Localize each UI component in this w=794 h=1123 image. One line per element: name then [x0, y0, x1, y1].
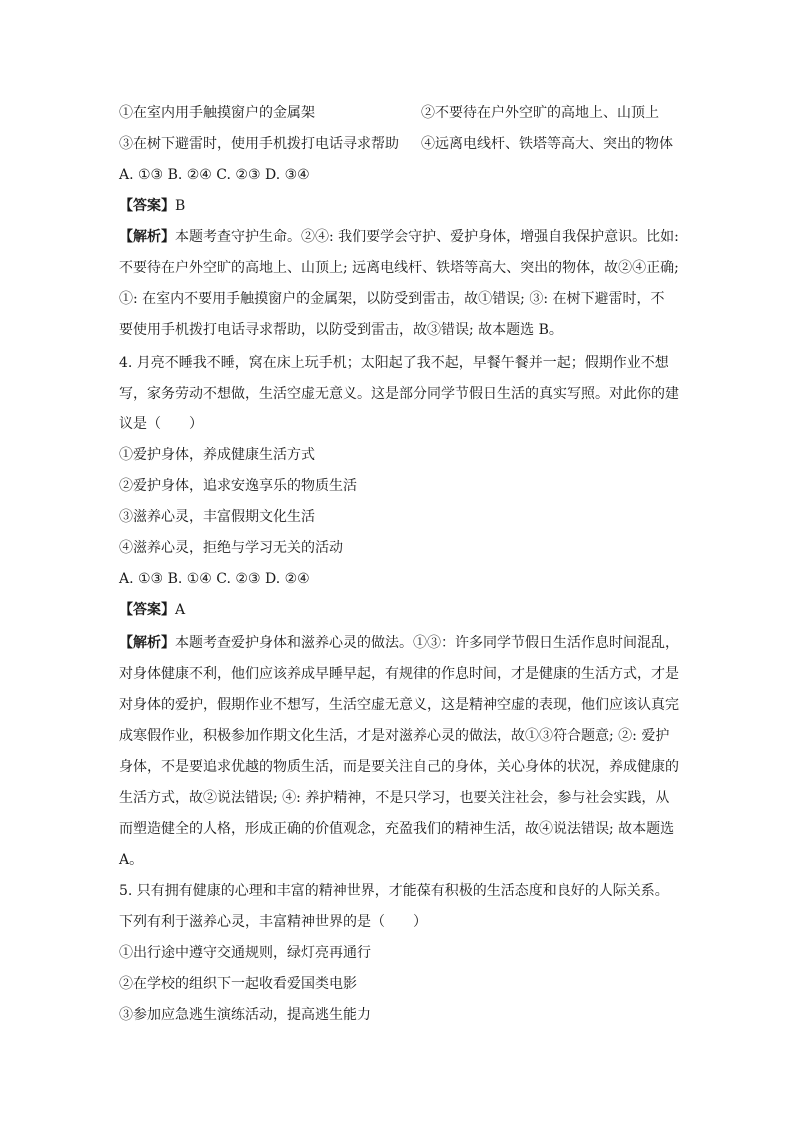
q4-stem-line-3: 议是（ ）	[119, 416, 203, 432]
q3-analysis-line-1	[119, 227, 679, 247]
q4-analysis-line-6: 生活方式，故②说法错误; ④: 养护精神，不是只学习，也要关注社会，参与社会实践，从	[119, 790, 670, 806]
q4-choices: A. ①③ B. ①④ C. ②③ D. ②④	[119, 571, 310, 587]
q3-option-2: ②不要待在户外空旷的高地上、山顶上	[421, 105, 659, 121]
q3-option-3: ③在树下避雷时，使用手机拨打电话寻求帮助	[119, 136, 399, 152]
q3-answer	[119, 196, 679, 216]
answer-value: B	[175, 198, 186, 214]
q4-analysis-line-4: 成寒假作业，积极参加作期文化生活，才是对滋养心灵的做法，故①③符合题意; ②: 爱护	[119, 728, 670, 744]
q5-option-3: ③参加应急逃生演练活动，提高逃生能力	[119, 1007, 371, 1023]
answer-tag: 【答案】	[119, 602, 175, 618]
q3-analysis-line-3: ①: 在室内不要用手触摸窗户的金属架，以防受到雷击，故①错误; ③: 在树下避雷时，不	[119, 291, 665, 307]
analysis-text: 本题考查爱护身体和滋养心灵的做法。①③：许多同学节假日生活作息时间混乱，	[175, 635, 679, 651]
q3-option-1: ①在室内用手触摸窗户的金属架	[119, 105, 315, 121]
q5-option-2: ②在学校的组织下一起收看爱国类电影	[119, 976, 357, 992]
q5-option-1: ①出行途中遵守交通规则，绿灯亮再通行	[119, 945, 371, 961]
q3-choices: A. ①③ B. ②④ C. ②③ D. ③④	[119, 167, 310, 183]
analysis-text: 本题考查守护生命。②④: 我们要学会守护、爱护身体，增强自我保护意识。比如:	[175, 229, 679, 245]
q4-analysis-line-3: 对身体的爱护，假期作业不想写，生活空虚无意义，这是精神空虚的表现，他们应该认真完	[119, 697, 679, 713]
q4-option-4: ④滋养心灵，拒绝与学习无关的活动	[119, 540, 343, 556]
q4-option-1: ①爱护身体，养成健康生活方式	[119, 447, 315, 463]
q4-analysis-line-7: 而塑造健全的人格，形成正确的价值观念，充盈我们的精神生活，故④说法错误; 故本题选	[119, 821, 675, 837]
answer-tag: 【答案】	[119, 198, 175, 214]
q5-stem-line-1: 5. 只有拥有健康的心理和丰富的精神世界，才能葆有积极的生活态度和良好的人际关系。	[119, 883, 669, 899]
q4-analysis-line-5: 身体，不是要追求优越的物质生活，而是要关注自己的身体，关心身体的状况，养成健康的	[119, 759, 679, 775]
q4-option-3: ③滋养心灵，丰富假期文化生活	[119, 509, 315, 525]
answer-value: A	[175, 602, 186, 618]
q4-stem-line-2: 写，家务劳动不想做，生活空虚无意义。这是部分同学节假日生活的真实写照。对此你的建	[119, 386, 679, 402]
q3-analysis-line-2: 不要待在户外空旷的高地上、山顶上; 远离电线杆、铁塔等高大、突出的物体，故②④正确;	[119, 260, 679, 276]
q4-stem-line-1: 4. 月亮不睡我不睡，窝在床上玩手机；太阳起了我不起，早餐午餐并一起；假期作业不想	[119, 355, 669, 371]
q4-option-2: ②爱护身体，追求安逸享乐的物质生活	[119, 478, 357, 494]
q4-analysis-line-2: 对身体健康不利，他们应该养成早睡早起，有规律的作息时间，才是健康的生活方式，才是	[119, 666, 679, 682]
q5-stem-line-2: 下列有利于滋养心灵，丰富精神世界的是（ ）	[119, 914, 427, 930]
q3-option-4: ④远离电线杆、铁塔等高大、突出的物体	[421, 136, 673, 152]
q4-analysis-line-1	[119, 633, 679, 653]
q4-answer	[119, 600, 679, 620]
analysis-tag: 【解析】	[119, 635, 175, 651]
q3-analysis-line-4: 要使用手机拨打电话寻求帮助，以防受到雷击，故③错误; 故本题选 B。	[119, 322, 563, 338]
analysis-tag: 【解析】	[119, 229, 175, 245]
q4-analysis-line-8: A。	[119, 852, 144, 868]
